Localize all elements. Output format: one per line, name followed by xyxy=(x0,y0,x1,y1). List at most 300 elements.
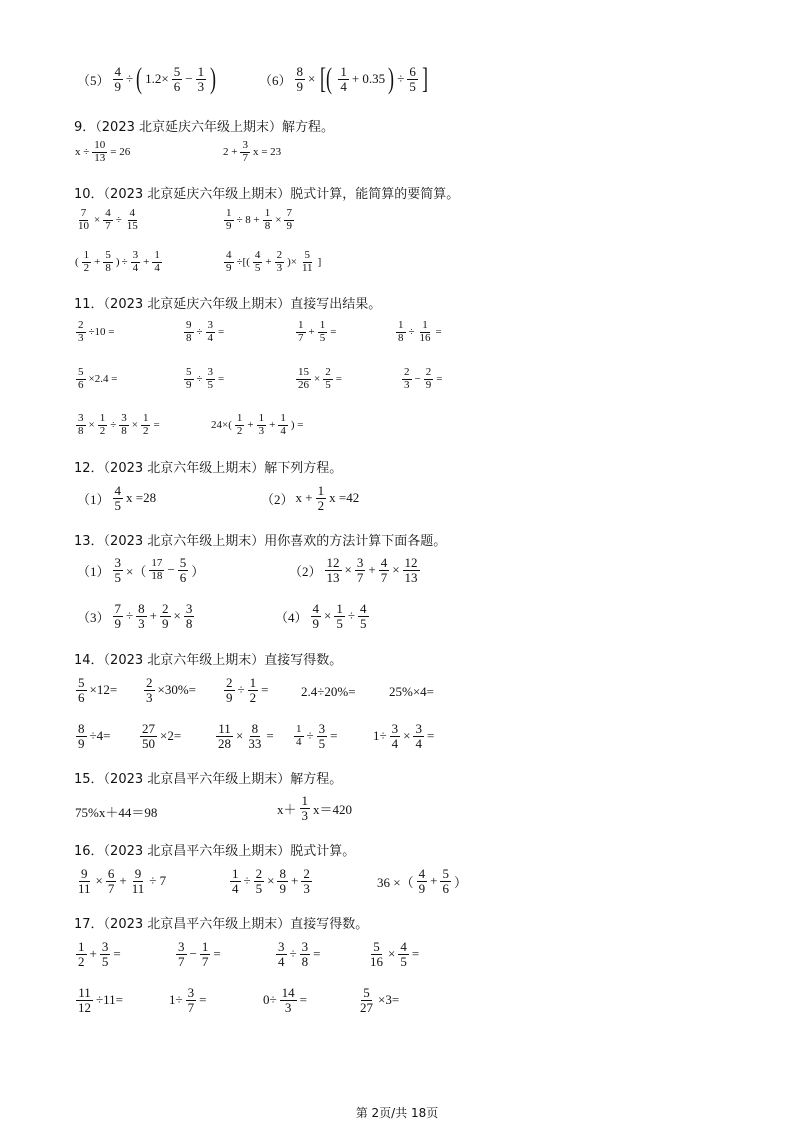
math-term: 25%×4= xyxy=(389,684,434,699)
math-term: = xyxy=(199,992,207,1008)
math-term: − xyxy=(189,946,197,962)
fraction xyxy=(113,65,124,93)
q10-expr-b xyxy=(222,208,296,232)
numerator: 3 xyxy=(101,939,109,954)
denominator: 33 xyxy=(248,735,262,751)
denominator: 5 xyxy=(255,880,263,896)
math-term: + xyxy=(94,256,101,269)
fraction xyxy=(296,367,311,391)
fraction xyxy=(76,413,86,437)
fraction xyxy=(275,250,285,274)
numerator: 3 xyxy=(356,555,364,570)
math-term: ÷10 = xyxy=(88,326,115,339)
q11-calc xyxy=(294,367,343,391)
numerator: 1 xyxy=(264,207,271,219)
denominator: 2 xyxy=(78,953,85,969)
numerator: 4 xyxy=(360,601,367,616)
numerator: 1 xyxy=(258,412,265,424)
fraction xyxy=(390,722,401,750)
fraction xyxy=(379,556,390,584)
math-term: （3） xyxy=(77,609,110,625)
denominator: 3 xyxy=(276,261,283,274)
numerator: 2 xyxy=(146,675,153,690)
q15-title: 15．（2023 北京昌平六年级上期末）解方程。 xyxy=(74,772,343,787)
math-term: ÷ 7 xyxy=(149,873,167,889)
math-term: x =42 xyxy=(329,490,360,506)
math-term: = xyxy=(313,946,321,962)
numerator: 4 xyxy=(400,939,407,954)
denominator: 8 xyxy=(186,331,192,344)
q14-calc xyxy=(300,684,357,700)
numerator: 1 xyxy=(298,319,304,331)
q14-calc xyxy=(388,684,435,700)
numerator: 1 xyxy=(422,319,428,331)
denominator: 2 xyxy=(249,689,257,705)
fraction xyxy=(257,413,267,437)
math-term: = xyxy=(113,946,121,962)
fraction xyxy=(224,250,234,274)
q9-equation-2 xyxy=(222,140,282,164)
fraction xyxy=(248,676,259,704)
numerator: 1 xyxy=(301,793,309,808)
operator: − xyxy=(185,71,193,86)
fraction xyxy=(76,940,87,968)
numerator: 3 xyxy=(391,721,399,736)
denominator: 27 xyxy=(360,999,373,1015)
denominator: 4 xyxy=(415,735,422,751)
math-term: ÷ xyxy=(115,214,122,227)
fraction xyxy=(178,556,189,584)
math-term: ÷ xyxy=(289,946,297,962)
fraction xyxy=(216,722,233,750)
fraction xyxy=(418,320,433,344)
math-term: × xyxy=(388,946,396,962)
fraction xyxy=(368,940,385,968)
numerator: 3 xyxy=(114,555,122,570)
math-term: + xyxy=(265,256,272,269)
denominator: 9 xyxy=(418,880,426,896)
numerator: 7 xyxy=(114,601,122,616)
numerator: 2 xyxy=(226,675,233,690)
paren: ) xyxy=(210,62,217,95)
denominator: 5 xyxy=(400,953,407,969)
q17-title: 17．（2023 北京昌平六年级上期末）直接写得数。 xyxy=(74,917,369,932)
math-term: + xyxy=(149,608,157,624)
math-term: x =28 xyxy=(126,490,157,506)
q10-expr-d xyxy=(222,250,322,274)
fraction xyxy=(106,867,117,895)
numerator: 2 xyxy=(276,249,283,261)
fraction xyxy=(300,940,311,968)
math-term: ×（ xyxy=(126,563,147,579)
denominator: 5 xyxy=(409,78,416,94)
denominator: 5 xyxy=(325,378,331,391)
fraction xyxy=(100,940,111,968)
numerator: 1 xyxy=(340,63,347,79)
q12-title: 12．（2023 北京六年级上期末）解下列方程。 xyxy=(74,461,343,476)
q17-calc xyxy=(174,940,222,968)
paren: ) xyxy=(388,62,395,95)
denominator: 4 xyxy=(232,880,239,896)
math-term: 24×( xyxy=(211,419,232,432)
math-term: = xyxy=(213,946,221,962)
fraction xyxy=(277,867,288,895)
fraction xyxy=(98,413,108,437)
denominator: 3 xyxy=(197,78,205,94)
fraction xyxy=(296,320,306,344)
page-footer: 第 2页/共 18页 xyxy=(355,1106,439,1120)
q10-expr-a xyxy=(74,208,142,232)
fraction xyxy=(284,208,294,232)
denominator: 4 xyxy=(280,424,286,437)
fraction xyxy=(119,413,129,437)
numerator: 5 xyxy=(304,249,311,261)
denominator: 16 xyxy=(419,331,431,344)
q11-calc xyxy=(400,367,443,391)
denominator: 4 xyxy=(296,735,302,748)
q16-expr-2 xyxy=(228,867,314,895)
denominator: 3 xyxy=(303,880,310,896)
denominator: 8 xyxy=(398,331,404,344)
numerator: 1 xyxy=(83,249,90,261)
denominator: 2 xyxy=(317,497,325,513)
math-term: ÷ 8 + xyxy=(236,214,260,227)
numerator: 2 xyxy=(303,866,310,881)
numerator: 2 xyxy=(425,366,432,378)
math-term: ÷ xyxy=(196,373,203,386)
paren: ( xyxy=(136,62,143,95)
item-label: （5） xyxy=(77,72,110,88)
denominator: 11 xyxy=(78,880,91,896)
denominator: 6 xyxy=(173,78,181,94)
denominator: 4 xyxy=(391,735,399,751)
fraction xyxy=(224,676,235,704)
numerator: 5 xyxy=(373,939,380,954)
denominator: 2 xyxy=(236,424,243,437)
numerator: 3 xyxy=(178,939,185,954)
numerator: 1 xyxy=(336,601,343,616)
denominator: 16 xyxy=(370,953,383,969)
q15-equation-2 xyxy=(276,794,353,822)
fraction xyxy=(186,986,197,1014)
q10-expr-c xyxy=(74,250,164,274)
denominator: 8 xyxy=(105,261,111,274)
math-term: 1÷ xyxy=(373,728,387,744)
q16-expr-3 xyxy=(376,867,468,895)
numerator: 1 xyxy=(319,319,326,331)
denominator: 9 xyxy=(425,378,432,391)
math-term: = xyxy=(299,992,307,1008)
math-term: )× xyxy=(287,256,297,269)
denominator: 9 xyxy=(162,615,169,631)
math-term: × xyxy=(344,562,352,578)
fraction xyxy=(82,250,92,274)
q14-calc xyxy=(222,676,269,704)
numerator: 4 xyxy=(418,866,426,881)
math-term: ÷ xyxy=(243,873,251,889)
math-term: = xyxy=(266,728,274,744)
math-term: ( xyxy=(75,256,79,269)
math-term: × xyxy=(314,373,321,386)
denominator: 5 xyxy=(360,615,367,631)
numerator: 5 xyxy=(78,675,85,690)
fraction xyxy=(358,602,369,630)
fraction xyxy=(113,602,124,630)
numerator: 8 xyxy=(251,721,259,736)
math-term: − xyxy=(414,373,421,386)
math-term: × xyxy=(403,728,411,744)
fraction xyxy=(76,208,91,232)
numerator: 8 xyxy=(138,601,145,616)
fraction xyxy=(125,208,140,232)
numerator: 4 xyxy=(129,207,136,219)
fraction xyxy=(402,367,412,391)
math-term: 2.4÷20%= xyxy=(301,684,356,699)
numerator: 1 xyxy=(154,249,160,261)
q16-expr-1 xyxy=(74,867,167,895)
denominator: 13 xyxy=(404,569,418,585)
math-term: ） xyxy=(453,874,467,890)
paren: ] xyxy=(421,62,428,95)
numerator: 6 xyxy=(409,63,416,79)
denominator: 4 xyxy=(132,261,139,274)
denominator: 7 xyxy=(105,219,111,232)
fraction xyxy=(103,250,113,274)
operator: × xyxy=(308,71,316,86)
fraction xyxy=(318,320,328,344)
math-term: + xyxy=(89,946,97,962)
fraction xyxy=(355,556,366,584)
fraction xyxy=(176,940,187,968)
numerator: 7 xyxy=(286,207,292,219)
math-term: × xyxy=(94,214,101,227)
fraction xyxy=(206,367,216,391)
denominator: 28 xyxy=(218,735,231,751)
numerator: 9 xyxy=(81,866,88,881)
denominator: 3 xyxy=(301,807,309,823)
q16-title: 16．（2023 北京昌平六年级上期末）脱式计算。 xyxy=(74,844,356,859)
denominator: 6 xyxy=(78,378,84,391)
q17-calc xyxy=(262,986,308,1014)
denominator: 3 xyxy=(138,615,145,631)
fraction xyxy=(76,320,86,344)
denominator: 9 xyxy=(114,78,122,94)
fraction xyxy=(136,602,147,630)
q13-expr-3 xyxy=(76,602,196,630)
numerator: 3 xyxy=(207,319,214,331)
math-term: × xyxy=(392,562,400,578)
math-term: = xyxy=(261,682,269,698)
math-term: + xyxy=(143,256,150,269)
q11-calc xyxy=(182,320,225,344)
math-term: × xyxy=(95,873,103,889)
math-term: x ÷ xyxy=(75,146,90,159)
math-term: ） xyxy=(191,563,205,579)
numerator: 14 xyxy=(281,985,295,1000)
math-term: （2） xyxy=(289,563,322,579)
math-term: 0÷ xyxy=(263,992,277,1008)
denominator: 4 xyxy=(278,953,285,969)
numerator: 27 xyxy=(142,721,155,736)
math-term: = xyxy=(426,728,435,744)
math-term: + xyxy=(290,873,299,889)
math-term: × xyxy=(324,608,332,624)
q17-calc xyxy=(168,986,207,1014)
numerator: 1 xyxy=(226,207,232,219)
q8-item-5 xyxy=(76,64,218,94)
math-term: = 26 xyxy=(110,146,131,159)
fraction xyxy=(338,65,349,93)
math-term: + xyxy=(308,326,315,339)
denominator: 2 xyxy=(142,424,149,437)
math-term: = xyxy=(436,373,443,386)
numerator: 3 xyxy=(185,601,193,616)
denominator: 2 xyxy=(83,261,90,274)
denominator: 7 xyxy=(298,331,304,344)
math-term: = xyxy=(335,373,342,386)
fraction xyxy=(417,867,428,895)
math-term: + xyxy=(269,419,276,432)
numerator: 2 xyxy=(162,601,169,616)
math-term: ÷ xyxy=(408,326,415,339)
q10-title: 10．（2023 北京延庆六年级上期末）脱式计算，能简算的要简算。 xyxy=(74,187,460,202)
denominator: 9 xyxy=(226,219,232,232)
denominator: 9 xyxy=(226,689,233,705)
fraction xyxy=(300,250,315,274)
fraction xyxy=(196,65,207,93)
denominator: 3 xyxy=(404,378,410,391)
fraction xyxy=(141,413,151,437)
fraction xyxy=(172,65,183,93)
fraction xyxy=(334,602,345,630)
denominator: 15 xyxy=(126,219,138,232)
numerator: 3 xyxy=(121,412,127,424)
denominator: 11 xyxy=(301,261,313,274)
fraction xyxy=(323,367,333,391)
numerator: 5 xyxy=(78,366,84,378)
numerator: 5 xyxy=(186,366,192,378)
fraction xyxy=(76,867,93,895)
math-term: （1） xyxy=(77,491,110,507)
denominator: 12 xyxy=(78,999,91,1015)
fraction xyxy=(413,722,424,750)
numerator: 9 xyxy=(134,866,142,881)
math-term: ×3= xyxy=(378,992,400,1008)
numerator: 1 xyxy=(142,412,149,424)
math-term: ÷ xyxy=(306,728,314,744)
q14-calc xyxy=(138,722,182,750)
math-term: × xyxy=(236,728,244,744)
math-term: ) xyxy=(115,256,120,269)
q13-title: 13．（2023 北京六年级上期末）用你喜欢的方法计算下面各题。 xyxy=(74,534,447,549)
fraction xyxy=(294,724,304,748)
q11-calc xyxy=(74,367,118,391)
numerator: 2 xyxy=(78,319,84,331)
fraction xyxy=(300,794,311,822)
denominator: 2 xyxy=(99,424,106,437)
fraction xyxy=(113,484,124,512)
q8-item-6 xyxy=(258,64,430,94)
fraction xyxy=(240,140,250,164)
numerator: 2 xyxy=(404,366,410,378)
math-term: 1÷ xyxy=(169,992,183,1008)
q13-expr-2 xyxy=(288,556,422,584)
numerator: 1 xyxy=(99,412,106,424)
denominator: 7 xyxy=(201,953,209,969)
fraction xyxy=(184,320,194,344)
numerator: 4 xyxy=(114,483,122,498)
numerator: 12 xyxy=(326,555,340,570)
numerator: 4 xyxy=(226,249,232,261)
q13-expr-4 xyxy=(274,602,371,630)
denominator: 5 xyxy=(318,735,326,751)
q11-calc xyxy=(182,367,225,391)
fraction xyxy=(160,602,171,630)
q17-calc xyxy=(74,986,124,1014)
numerator: 8 xyxy=(78,721,85,736)
denominator: 9 xyxy=(279,880,286,896)
fraction xyxy=(92,140,107,164)
q9-equation-1 xyxy=(74,140,131,164)
fraction xyxy=(235,413,245,437)
denominator: 4 xyxy=(154,261,160,274)
denominator: 6 xyxy=(442,880,449,896)
denominator: 50 xyxy=(142,735,155,751)
numerator: 9 xyxy=(186,319,192,331)
math-term: x＋ xyxy=(277,801,297,817)
denominator: 9 xyxy=(312,615,320,631)
numerator: 3 xyxy=(415,721,422,736)
denominator: 8 xyxy=(301,953,309,969)
math-term: = xyxy=(411,946,420,962)
denominator: 7 xyxy=(187,999,195,1015)
math-term: = xyxy=(153,419,160,432)
fraction xyxy=(76,367,86,391)
denominator: 5 xyxy=(336,615,343,631)
fraction xyxy=(224,208,234,232)
fraction xyxy=(263,208,273,232)
fraction xyxy=(407,65,418,93)
denominator: 8 xyxy=(185,615,193,631)
numerator: 11 xyxy=(78,985,91,1000)
denominator: 8 xyxy=(121,424,127,437)
q12-equation-2 xyxy=(260,484,360,512)
paren: [( xyxy=(320,62,333,95)
numerator: 3 xyxy=(132,249,139,261)
denominator: 13 xyxy=(94,151,106,164)
fraction xyxy=(280,986,297,1014)
numerator: 2 xyxy=(325,366,331,378)
math-term: + xyxy=(247,419,254,432)
math-term: 75%x＋44＝98 xyxy=(75,805,158,820)
numerator: 11 xyxy=(218,721,231,736)
numerator: 5 xyxy=(173,63,181,79)
fraction xyxy=(316,484,327,512)
math-term: × xyxy=(173,608,181,624)
q14-calc xyxy=(372,722,435,750)
fraction xyxy=(76,986,93,1014)
math-term: 36 ×（ xyxy=(377,874,414,890)
denominator: 8 xyxy=(78,424,84,437)
numerator: 1 xyxy=(236,412,243,424)
denominator: 13 xyxy=(326,569,340,585)
numerator: 8 xyxy=(279,866,286,881)
numerator: 5 xyxy=(105,249,111,261)
fraction xyxy=(253,250,263,274)
term: 1.2× xyxy=(145,71,169,86)
numerator: 1 xyxy=(398,319,404,331)
q11-calc xyxy=(394,320,443,344)
